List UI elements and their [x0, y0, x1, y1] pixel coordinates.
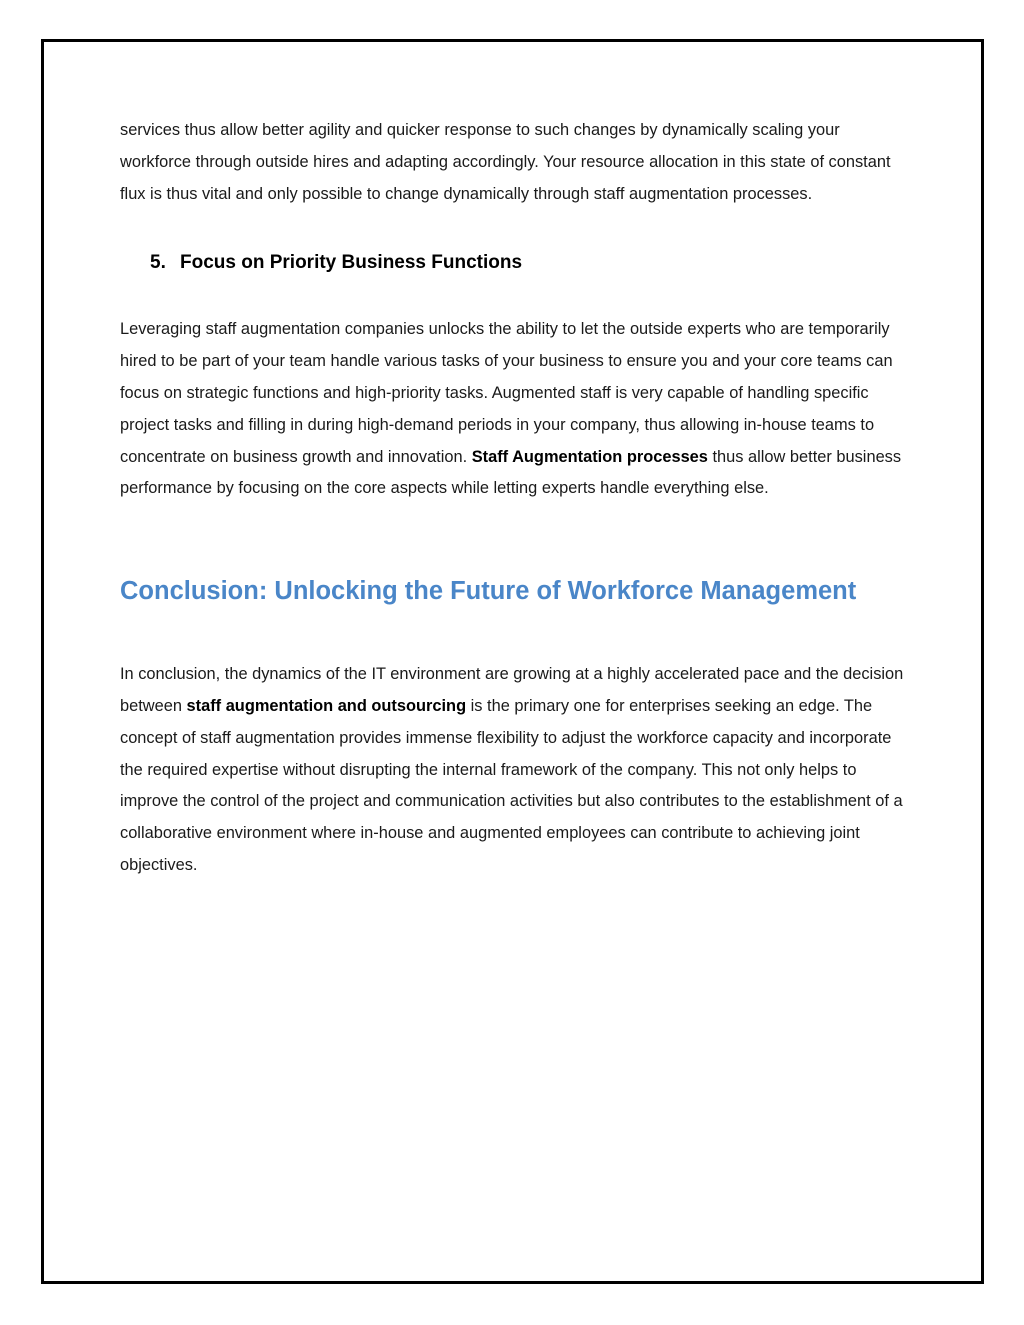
conclusion-text-end: is the primary one for enterprises seeking an edge. The concept of staff augmentation provides immense flexibility to adjust the workforce capacity and incorporate the required expertise without disrupting the internal framework of the company. This not only helps to improve the control of the project and communication activities but also contributes to the establishment of a collaborative environment where in-house and augmented employees can contribute to achieving joint objectives.: [120, 696, 903, 874]
section-number: 5.: [150, 252, 166, 274]
document-body: [120, 115, 910, 882]
intro-paragraph: [120, 115, 910, 210]
conclusion-paragraph: [120, 659, 910, 882]
section5-text-end: thus allow better business performance by focusing on the core aspects while letting experts handle everything else.: [120, 447, 902, 498]
section5-paragraph: [120, 314, 910, 505]
conclusion-bold-text: staff augmentation and outsourcing: [186, 696, 467, 715]
section-heading-5: [150, 248, 910, 278]
section-title: Focus on Priority Business Functions: [180, 252, 523, 274]
section5-text-start: Leveraging staff augmentation companies unlocks the ability to let the outside experts who are temporarily hired to be part of your team handle various tasks of your business to ensure you and your core teams can focus on strategic functions and high-priority tasks. Augmented staff is very capable of handling specific project tasks and filling in during high-demand periods in your company, thus allowing in-house teams to concentrate on business growth and innovation.: [120, 320, 893, 466]
intro-text: services thus allow better agility and quicker response to such changes by dynamically scaling your workforce through outside hires and adapting accordingly. Your resource allocation in this state of constant flux is thus vital and only possible to change dynamically through staff augmentation processes.: [120, 121, 891, 203]
conclusion-heading: Conclusion: Unlocking the Future of Workforce Management: [120, 577, 857, 606]
section5-bold-text: Staff Augmentation processes: [471, 447, 708, 466]
conclusion-text-start: In conclusion, the dynamics of the IT environment are growing at a highly accelerated pace and the decision between: [120, 665, 904, 715]
